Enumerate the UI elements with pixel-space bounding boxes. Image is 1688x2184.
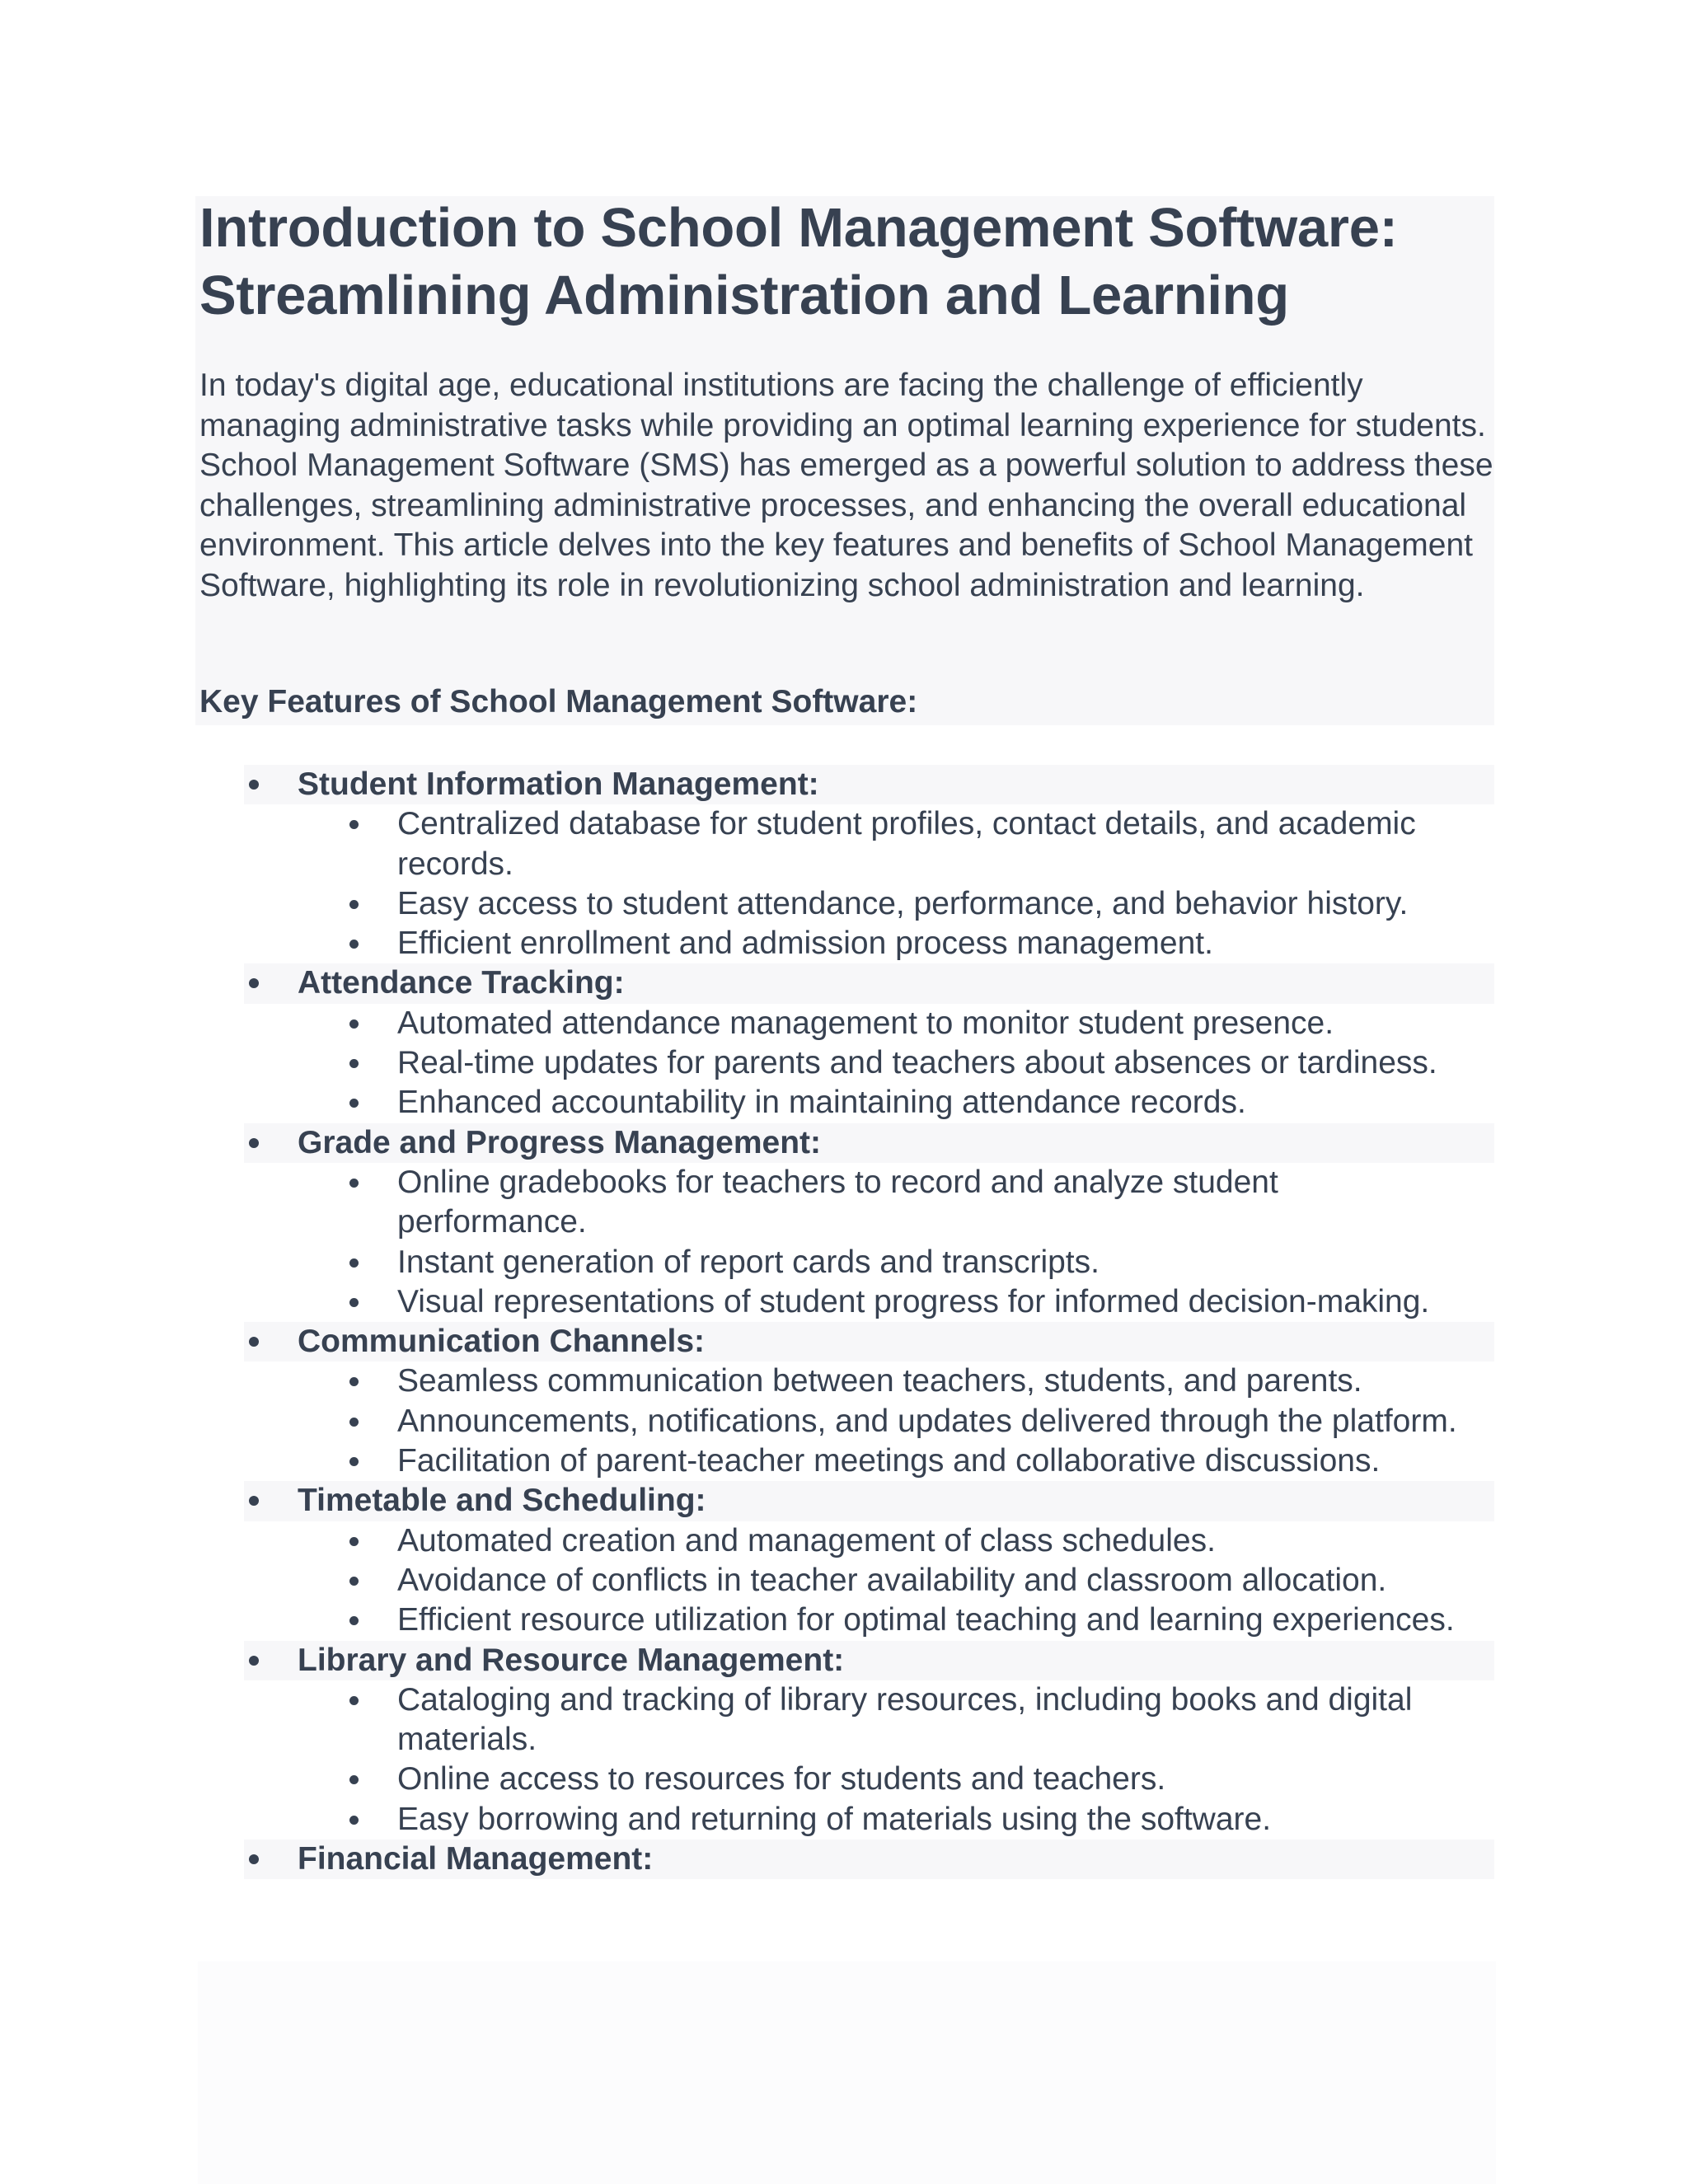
bullet-icon [349,1816,359,1825]
feature-title: Attendance Tracking: [298,965,625,1001]
feature-detail-text: Seamless communication between teachers, students, and parents. [397,1363,1362,1399]
feature-header [0,765,1688,804]
bullet-icon [349,1258,359,1268]
feature-detail [0,884,1469,924]
bullet-icon [349,1298,359,1307]
feature-item [0,765,1688,963]
feature-detail [0,804,1469,884]
feature-detail-text: Enhanced accountability in maintaining attendance records. [397,1085,1246,1121]
feature-detail-text: Automated attendance management to monitor student presence. [397,1005,1334,1041]
feature-sub-list [0,1361,1688,1481]
bullet-icon [349,1577,359,1586]
bullet-icon [349,900,359,909]
bullet-icon [349,1775,359,1784]
feature-detail-text: Centralized database for student profiles, contact details, and academic records. [397,806,1416,882]
feature-title: Library and Resource Management: [298,1642,845,1678]
feature-detail-text: Real-time updates for parents and teachers about absences or tardiness. [397,1045,1437,1081]
feature-header [0,1322,1688,1361]
feature-detail-text: Easy borrowing and returning of materials using the software. [397,1801,1272,1837]
feature-detail [0,1601,1469,1640]
feature-item [0,1840,1688,1879]
bullet-icon [349,1457,359,1466]
feature-header [0,1840,1688,1879]
feature-header [0,1481,1688,1521]
bullet-icon [349,940,359,949]
feature-sub-list [0,1680,1688,1840]
feature-sub-list [0,804,1688,963]
feature-detail-text: Visual representations of student progress for informed decision-making. [397,1283,1430,1319]
bullet-icon [249,1138,259,1148]
bullet-icon [249,1854,259,1864]
feature-detail [0,1282,1469,1322]
feature-detail [0,1561,1469,1601]
bullet-icon [349,1696,359,1705]
feature-detail [0,1163,1469,1243]
feature-sub-list [0,1163,1688,1322]
feature-item [0,1641,1688,1840]
bullet-icon [249,1656,259,1666]
bullet-icon [349,820,359,829]
feature-list [0,765,1688,1879]
feature-detail [0,1361,1469,1401]
page-title-line-2: Streamlining Administration and Learning [199,265,1289,326]
feature-detail-text: Avoidance of conflicts in teacher availability and classroom allocation. [397,1562,1387,1598]
bullet-icon [349,1099,359,1108]
feature-detail [0,1083,1469,1122]
section-heading: Key Features of School Management Software: [199,684,918,719]
feature-detail [0,1243,1469,1282]
bullet-icon [349,1537,359,1546]
feature-detail [0,924,1469,963]
feature-detail [0,1760,1469,1799]
feature-item [0,1322,1688,1481]
feature-detail [0,1004,1469,1043]
feature-title: Student Information Management: [298,766,819,802]
feature-detail-text: Online gradebooks for teachers to record and analyze student performance. [397,1164,1278,1240]
feature-detail [0,1043,1469,1083]
page-title-line-1: Introduction to School Management Software: [199,197,1398,259]
feature-detail-text: Efficient resource utilization for optimal teaching and learning experiences. [397,1602,1455,1638]
bullet-icon [249,780,259,790]
feature-detail-text: Cataloging and tracking of library resources, including books and digital materials. [397,1681,1413,1758]
feature-title: Timetable and Scheduling: [298,1483,706,1519]
intro-paragraph: In today's digital age, educational institutions are facing the challenge of efficiently managing administrative tasks while providing an optimal learning experience for students. School Management Software (SMS) has emerged as a powerful solution to address these challenges, streamlining administrative processes, and enhancing the overall educational environment. This article delves into the key features and benefits of School Management Software, highlighting its role in revolutionizing school administration and learning. [199,368,1493,603]
feature-title: Grade and Progress Management: [298,1124,822,1160]
feature-detail-text: Announcements, notifications, and updates delivered through the platform. [397,1403,1457,1439]
feature-item [0,1481,1688,1640]
feature-item [0,963,1688,1122]
feature-sub-list [0,1004,1688,1123]
bullet-icon [349,1418,359,1427]
feature-detail [0,1441,1469,1481]
bullet-icon [349,1019,359,1029]
feature-header [0,963,1688,1003]
page-background-panel [198,1961,1496,2184]
feature-detail-text: Facilitation of parent-teacher meetings and collaborative discussions. [397,1443,1381,1479]
feature-sub-list [0,1521,1688,1641]
bullet-icon [349,1377,359,1386]
bullet-icon [349,1059,359,1068]
feature-item [0,1123,1688,1322]
page-title [199,194,1485,330]
feature-detail-text: Automated creation and management of class schedules. [397,1522,1216,1558]
feature-detail [0,1521,1469,1561]
feature-detail [0,1680,1469,1760]
feature-detail [0,1402,1469,1441]
bullet-icon [349,1616,359,1625]
feature-detail-text: Easy access to student attendance, performance, and behavior history. [397,885,1409,921]
feature-header [0,1641,1688,1680]
feature-detail-text: Efficient enrollment and admission process management. [397,926,1213,962]
feature-header [0,1123,1688,1163]
feature-title: Communication Channels: [298,1324,706,1360]
feature-detail-text: Online access to resources for students and teachers. [397,1761,1166,1797]
bullet-icon [349,1179,359,1188]
feature-detail [0,1800,1469,1840]
feature-title: Financial Management: [298,1841,654,1877]
feature-detail-text: Instant generation of report cards and transcripts. [397,1244,1100,1280]
